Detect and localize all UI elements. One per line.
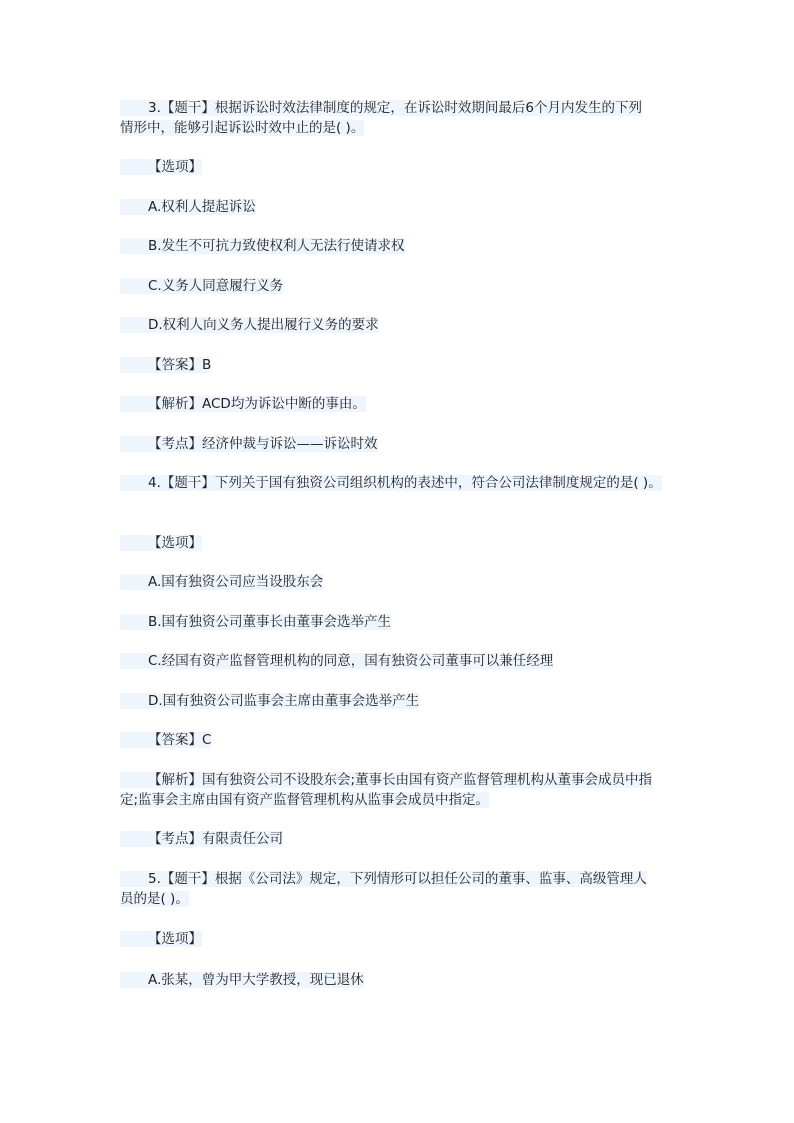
q3-option-b [120, 236, 405, 256]
q5-option-a [120, 970, 364, 990]
q3-option-a-text: A.权利人提起诉讼 [148, 199, 256, 215]
q4-option-c [120, 651, 553, 671]
q4-options-label [120, 533, 202, 553]
q4-answer [120, 730, 211, 750]
q3-stem-text2: 情形中，能够引起诉讼时效中止的是( )。 [120, 120, 365, 136]
q3-option-a [120, 197, 256, 217]
q4-analysis-line1 [120, 770, 652, 790]
q5-stem-line2 [120, 889, 189, 909]
q4-stem-line1 [120, 473, 662, 493]
q3-analysis-text: 【解析】ACD均为诉讼中断的事由。 [148, 396, 366, 412]
q3-topic-text: 【考点】经济仲裁与诉讼——诉讼时效 [148, 436, 378, 452]
q3-option-b-text: B.发生不可抗力致使权利人无法行使请求权 [148, 238, 405, 254]
q4-options-label-text: 【选项】 [148, 535, 202, 551]
q3-topic [120, 434, 378, 454]
q3-option-c [120, 276, 283, 296]
q3-stem-line1 [120, 98, 642, 118]
q4-option-c-text: C.经国有资产监督管理机构的同意，国有独资公司董事可以兼任经理 [148, 653, 554, 669]
q4-option-d-text: D.国有独资公司监事会主席由董事会选举产生 [148, 693, 420, 709]
q3-option-d [120, 315, 379, 335]
q3-stem-text1: 3.【题干】根据诉讼时效法律制度的规定，在诉讼时效期间最后6个月内发生的下列 [148, 100, 642, 116]
q3-answer [120, 355, 211, 375]
q5-option-a-text: A.张某，曾为甲大学教授，现已退休 [148, 972, 364, 988]
q4-analysis-line2 [120, 790, 489, 810]
q5-stem-text1: 5.【题干】根据《公司法》规定，下列情形可以担任公司的董事、监事、高级管理人 [148, 871, 647, 887]
q4-analysis-text2: 定;监事会主席由国有资产监督管理机构从监事会成员中指定。 [120, 792, 490, 808]
q3-options-label [120, 157, 202, 177]
q4-topic-text: 【考点】有限责任公司 [148, 831, 283, 847]
q4-option-b-text: B.国有独资公司董事长由董事会选举产生 [148, 614, 392, 630]
q4-topic [120, 829, 283, 849]
q4-analysis-text1: 【解析】国有独资公司不设股东会;董事长由国有资产监督管理机构从董事会成员中指 [148, 772, 653, 788]
q4-option-a-text: A.国有独资公司应当设股东会 [148, 574, 324, 590]
q5-options-label [120, 929, 202, 949]
q3-options-label-text: 【选项】 [148, 159, 202, 175]
q3-option-c-text: C.义务人同意履行义务 [148, 278, 284, 294]
q3-stem-line2 [120, 118, 364, 138]
q3-analysis [120, 394, 366, 414]
q4-option-d [120, 691, 419, 711]
q3-option-d-text: D.权利人向义务人提出履行义务的要求 [148, 317, 379, 333]
q4-stem-text1: 4.【题干】下列关于国有独资公司组织机构的表述中，符合公司法律制度规定的是( )。 [148, 475, 662, 491]
q5-options-label-text: 【选项】 [148, 931, 202, 947]
q4-answer-text: 【答案】C [148, 732, 212, 748]
q5-stem-text2: 员的是( )。 [120, 891, 189, 907]
q4-option-a [120, 572, 323, 592]
q5-stem-line1 [120, 869, 647, 889]
q3-answer-text: 【答案】B [148, 357, 212, 373]
q4-option-b [120, 612, 391, 632]
